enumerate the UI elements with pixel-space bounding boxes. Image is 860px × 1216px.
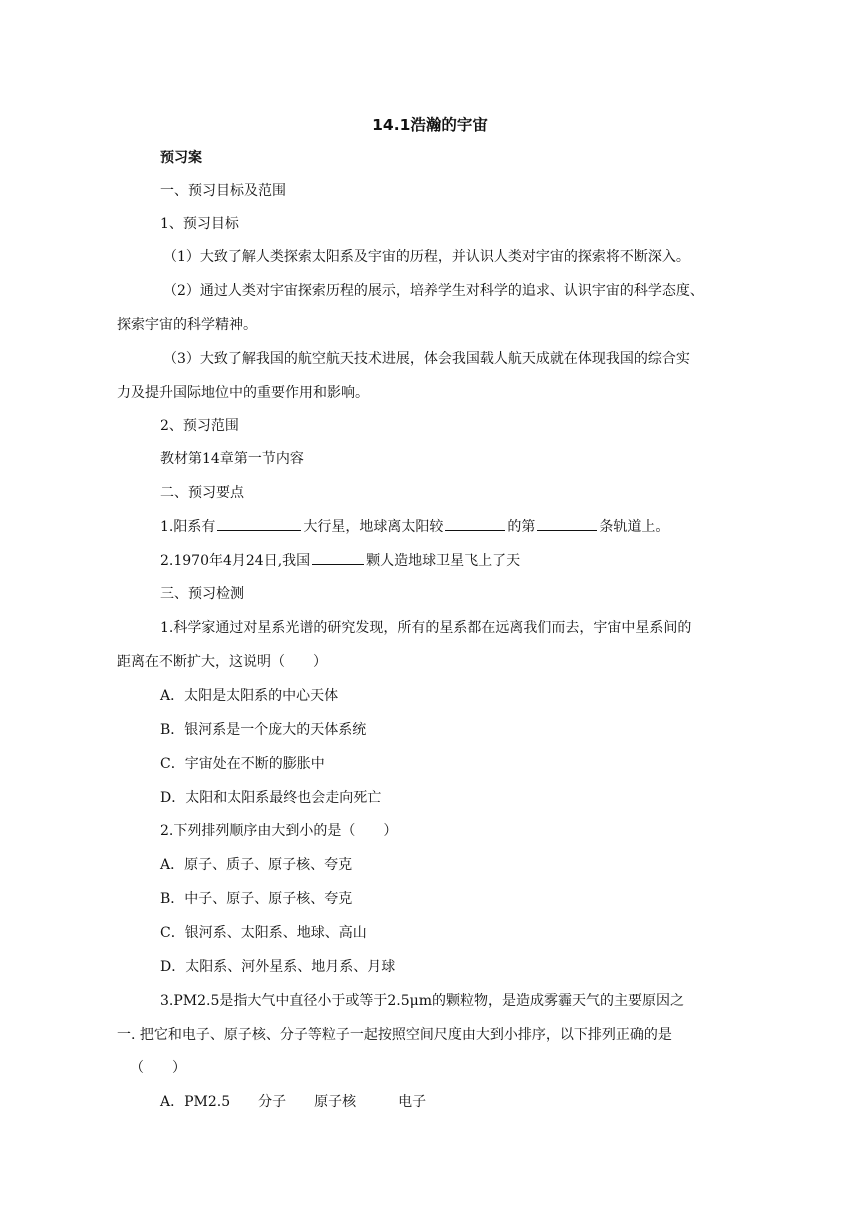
goal-2-line-2: 探索宇宙的科学精神。: [117, 317, 257, 333]
scope-heading: 2、预习范围: [160, 418, 239, 434]
question-1-option-a: A．太阳是太阳系的中心天体: [160, 688, 339, 704]
goal-2-line-1: （2）通过人类对宇宙探索历程的展示，培养学生对科学的追求、认识宇宙的科学态度、: [163, 283, 704, 299]
goals-heading: 1、预习目标: [160, 216, 239, 232]
part1-heading: 一、预习目标及范围: [160, 183, 286, 199]
question-2-option-c: C．银河系、太阳系、地球、高山: [160, 925, 367, 941]
document-title: 14.1浩瀚的宇宙: [372, 116, 488, 134]
key-point-2-text-a: 2.1970年4月24日,我国: [160, 553, 311, 569]
question-3-line-1: 3.PM2.5是指大气中直径小于或等于2.5μm的颗粒物，是造成雾霾天气的主要原因之: [160, 993, 685, 1009]
question-1-option-c: C．宇宙处在不断的膨胀中: [160, 756, 325, 772]
question-2-option-d: D．太阳系、河外星系、地月系、月球: [160, 959, 396, 975]
goal-3-line-2: 力及提升国际地位中的重要作用和影响。: [117, 385, 369, 401]
fill-blank: [445, 516, 505, 531]
question-3-line-2: 一. 把它和电子、原子核、分子等粒子一起按照空间尺度由大到小排序，以下排列正确的是: [117, 1027, 672, 1043]
key-point-2-text-b: 颗人造地球卫星飞上了天: [366, 553, 521, 569]
key-point-1-text-b: 大行星，地球离太阳较: [303, 519, 444, 535]
fill-blank: [537, 516, 597, 531]
key-point-1-text-a: 1.阳系有: [160, 519, 216, 535]
fill-blank: [312, 550, 364, 565]
fill-blank: [217, 516, 301, 531]
part3-heading: 三、预习检测: [160, 586, 244, 602]
question-1-option-b: B．银河系是一个庞大的天体系统: [160, 722, 367, 738]
goal-1: （1）大致了解人类探索太阳系及宇宙的历程，并认识人类对宇宙的探索将不断深入。: [163, 249, 690, 265]
goal-3-line-1: （3）大致了解我国的航空航天技术进展，体会我国载人航天成就在体现我国的综合实: [163, 351, 690, 367]
question-3-line-3: （ ）: [130, 1060, 186, 1076]
key-point-1-text-d: 条轨道上。: [599, 519, 670, 535]
key-point-1-text-c: 的第: [507, 519, 536, 535]
question-1-option-d: D．太阳和太阳系最终也会走向死亡: [160, 790, 382, 806]
question-2-option-a: A．原子、质子、原子核、夸克: [160, 857, 353, 873]
key-point-2: [160, 545, 745, 578]
scope-text: 教材第14章第一节内容: [160, 451, 304, 467]
question-3-option-a: A．PM2.5 分子 原子核 电子: [160, 1094, 427, 1110]
section-label: 预习案: [160, 150, 202, 166]
question-2-option-b: B．中子、原子、原子核、夸克: [160, 891, 353, 907]
key-point-1: [160, 511, 745, 544]
question-2: 2.下列排列顺序由大到小的是（ ）: [160, 823, 398, 839]
part2-heading: 二、预习要点: [160, 485, 244, 501]
question-1-line-1: 1.科学家通过对星系光谱的研究发现，所有的星系都在远离我们而去，宇宙中星系间的: [160, 620, 692, 636]
question-1-line-2: 距离在不断扩大，这说明（ ）: [117, 654, 327, 670]
